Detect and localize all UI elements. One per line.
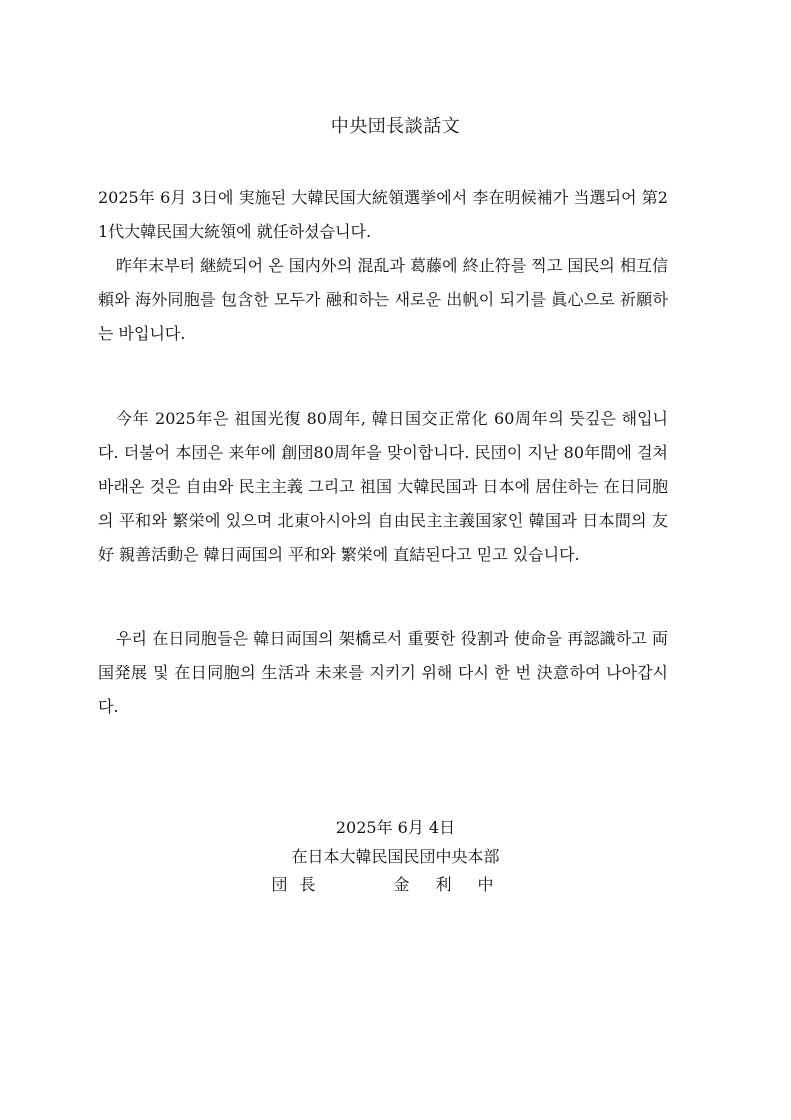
signature-organization: 在日本大韓民国民団中央本部 xyxy=(291,847,500,866)
signature-line xyxy=(0,872,791,898)
paragraph-2: 昨年末부터 継続되어 온 国内外의 混乱과 葛藤에 終止符를 찍고 国民의 相互信頼와 海外同胞를 包含한 모두가 融和하는 새로운 出帆이 되기를 眞心으로 祈願하는 바입니다. xyxy=(98,256,668,343)
signature-date: 2025年 6月 4日 xyxy=(335,818,456,837)
document-title: 中央団長談話文 xyxy=(330,116,461,137)
signature-name: 金利中 xyxy=(393,875,520,894)
paragraph-3: 今年 2025年은 祖国光復 80周年, 韓日国交正常化 60周年의 뜻깊은 해입니다. 더불어 本団은 来年에 創団80周年을 맞이합니다. 民団이 지난 80年間에 걸쳐 바래온 것은 自由와 民主主義 그리고 祖国 大韓民国과 日本에 居住하는 在日同胞의 平和와 繁栄에 있으며 北東아시아의 自由民主主義国家인 韓国과 日本間의 友好 親善活動은 韓日両国의 平和와 繁栄에 直結된다고 믿고 있습니다. xyxy=(98,409,668,564)
paragraph-4: 우리 在日同胞들은 韓日両国의 架橋로서 重要한 役割과 使命을 再認識하고 両国発展 및 在日同胞의 生活과 未来를 지키기 위해 다시 한 번 決意하여 나아갑시다. xyxy=(98,629,668,716)
paragraph-1: 2025年 6月 3日에 実施된 大韓民国大統領選挙에서 李在明候補가 当選되어 第21代大韓民国大統領에 就任하셨습니다. xyxy=(98,188,668,241)
signature-role: 団長 xyxy=(271,875,328,894)
